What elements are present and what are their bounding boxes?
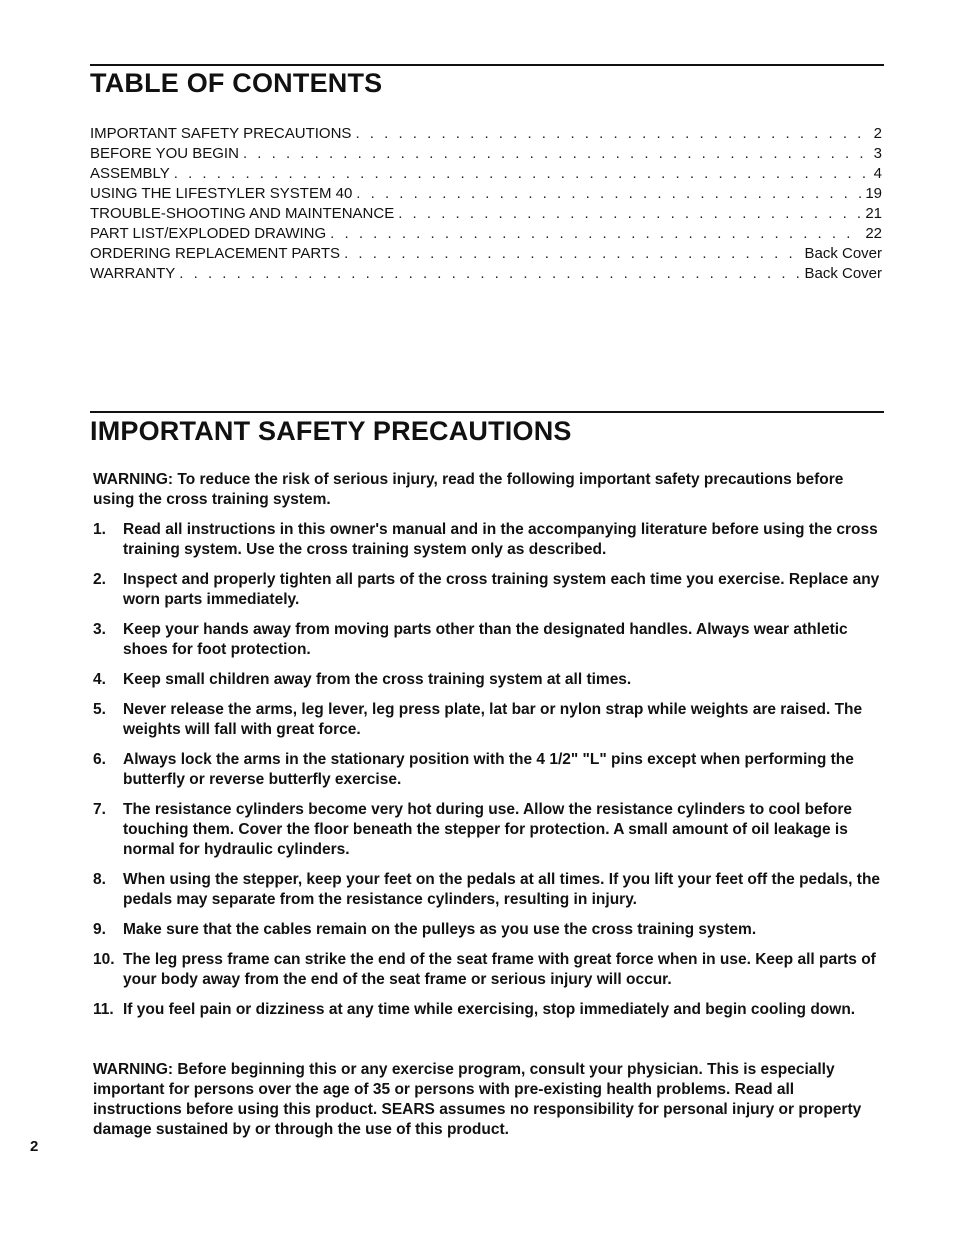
- precaution-number: 2.: [93, 571, 106, 588]
- precaution-text: The leg press frame can strike the end of the seat frame with great force when in use. Keep all parts of your body away from the end of the seat frame or serious injury will occur.: [123, 951, 876, 988]
- toc-entry: [90, 164, 882, 184]
- precaution-text: Read all instructions in this owner's manual and in the accompanying literature before using the cross training system. Use the cross training system only as described.: [123, 521, 878, 558]
- toc-leader-dots: [344, 244, 800, 264]
- safety-title: IMPORTANT SAFETY PRECAUTIONS: [90, 416, 572, 446]
- safety-top-rule: [90, 411, 884, 413]
- toc-list: [90, 124, 882, 284]
- precaution-item: [93, 1000, 885, 1020]
- precaution-item: [93, 670, 885, 690]
- intro-warning: WARNING: To reduce the risk of serious injury, read the following important safety precautions before using the cross training system.: [93, 471, 844, 508]
- page-number: 2: [30, 1138, 39, 1155]
- precaution-number: 4.: [93, 671, 106, 688]
- precaution-number: 9.: [93, 921, 106, 938]
- toc-title: TABLE OF CONTENTS: [90, 68, 383, 98]
- toc-entry: [90, 224, 882, 244]
- toc-entry-page: 2: [873, 125, 882, 142]
- precaution-number: 7.: [93, 801, 106, 818]
- precaution-text: The resistance cylinders become very hot during use. Allow the resistance cylinders to cool before touching them. Cover the floor beneath the stepper for protection. A small amount of oil leakage is normal for hydraulic cylinders.: [123, 801, 853, 858]
- toc-leader-dots: [179, 264, 800, 284]
- precaution-item: [93, 870, 885, 910]
- precaution-item: [93, 950, 885, 990]
- toc-entry: [90, 124, 882, 144]
- precaution-item: [93, 570, 885, 610]
- toc-entry: [90, 144, 882, 164]
- toc-entry-label: ORDERING REPLACEMENT PARTS: [90, 245, 341, 262]
- precaution-text: Inspect and properly tighten all parts of the cross training system each time you exercise. Replace any worn parts immediately.: [123, 571, 880, 608]
- toc-entry-page: 19: [865, 185, 882, 202]
- toc-entry-page: Back Cover: [804, 265, 882, 282]
- closing-warning: WARNING: Before beginning this or any exercise program, consult your physician. This is especially important for persons over the age of 35 or persons with pre-existing health problems. Read all instructions before using this product. SEARS assumes no responsibility for personal injury or property damage sustained by or through the use of this product.: [93, 1061, 862, 1138]
- precaution-text: Keep your hands away from moving parts other than the designated handles. Always wear athletic shoes for foot protection.: [123, 621, 848, 658]
- precaution-item: [93, 920, 885, 940]
- precaution-number: 1.: [93, 521, 106, 538]
- precaution-number: 3.: [93, 621, 106, 638]
- toc-entry-label: PART LIST/EXPLODED DRAWING: [90, 225, 327, 242]
- toc-entry-label: USING THE LIFESTYLER SYSTEM 40: [90, 185, 353, 202]
- precaution-item: [93, 520, 885, 560]
- toc-entry-label: IMPORTANT SAFETY PRECAUTIONS: [90, 125, 352, 142]
- precaution-number: 5.: [93, 701, 106, 718]
- toc-entry: [90, 244, 882, 264]
- toc-top-rule: [90, 64, 884, 66]
- precaution-text: When using the stepper, keep your feet on the pedals at all times. If you lift your feet off the pedals, the pedals may separate from the resistance cylinders, resulting in injury.: [123, 871, 881, 908]
- toc-entry: [90, 264, 882, 284]
- toc-leader-dots: [174, 164, 870, 184]
- precaution-number: 6.: [93, 751, 106, 768]
- toc-leader-dots: [398, 204, 861, 224]
- precaution-item: [93, 750, 885, 790]
- precaution-list: [93, 520, 885, 1030]
- toc-leader-dots: [356, 184, 861, 204]
- precaution-number: 11.: [93, 1001, 114, 1018]
- toc-leader-dots: [243, 144, 870, 164]
- precaution-number: 10.: [93, 951, 115, 968]
- precaution-text: Never release the arms, leg lever, leg press plate, lat bar or nylon strap while weights are raised. The weights will fall with great force.: [123, 701, 863, 738]
- toc-entry-page: 21: [865, 205, 882, 222]
- precaution-text: Keep small children away from the cross training system at all times.: [123, 671, 632, 688]
- precaution-text: If you feel pain or dizziness at any time while exercising, stop immediately and begin cooling down.: [123, 1001, 856, 1018]
- precaution-item: [93, 700, 885, 740]
- precaution-number: 8.: [93, 871, 106, 888]
- precaution-item: [93, 800, 885, 860]
- toc-leader-dots: [355, 124, 869, 144]
- toc-entry-page: Back Cover: [804, 245, 882, 262]
- toc-entry: [90, 204, 882, 224]
- toc-entry-label: TROUBLE-SHOOTING AND MAINTENANCE: [90, 205, 395, 222]
- toc-entry-page: 22: [865, 225, 882, 242]
- toc-entry-label: ASSEMBLY: [90, 165, 170, 182]
- precaution-item: [93, 620, 885, 660]
- toc-leader-dots: [330, 224, 861, 244]
- precaution-text: Make sure that the cables remain on the pulleys as you use the cross training system.: [123, 921, 757, 938]
- toc-entry-label: WARRANTY: [90, 265, 176, 282]
- toc-entry-page: 4: [873, 165, 882, 182]
- precaution-text: Always lock the arms in the stationary position with the 4 1/2" "L" pins except when performing the butterfly or reverse butterfly exercise.: [123, 751, 854, 788]
- toc-entry: [90, 184, 882, 204]
- toc-entry-label: BEFORE YOU BEGIN: [90, 145, 239, 162]
- toc-entry-page: 3: [873, 145, 882, 162]
